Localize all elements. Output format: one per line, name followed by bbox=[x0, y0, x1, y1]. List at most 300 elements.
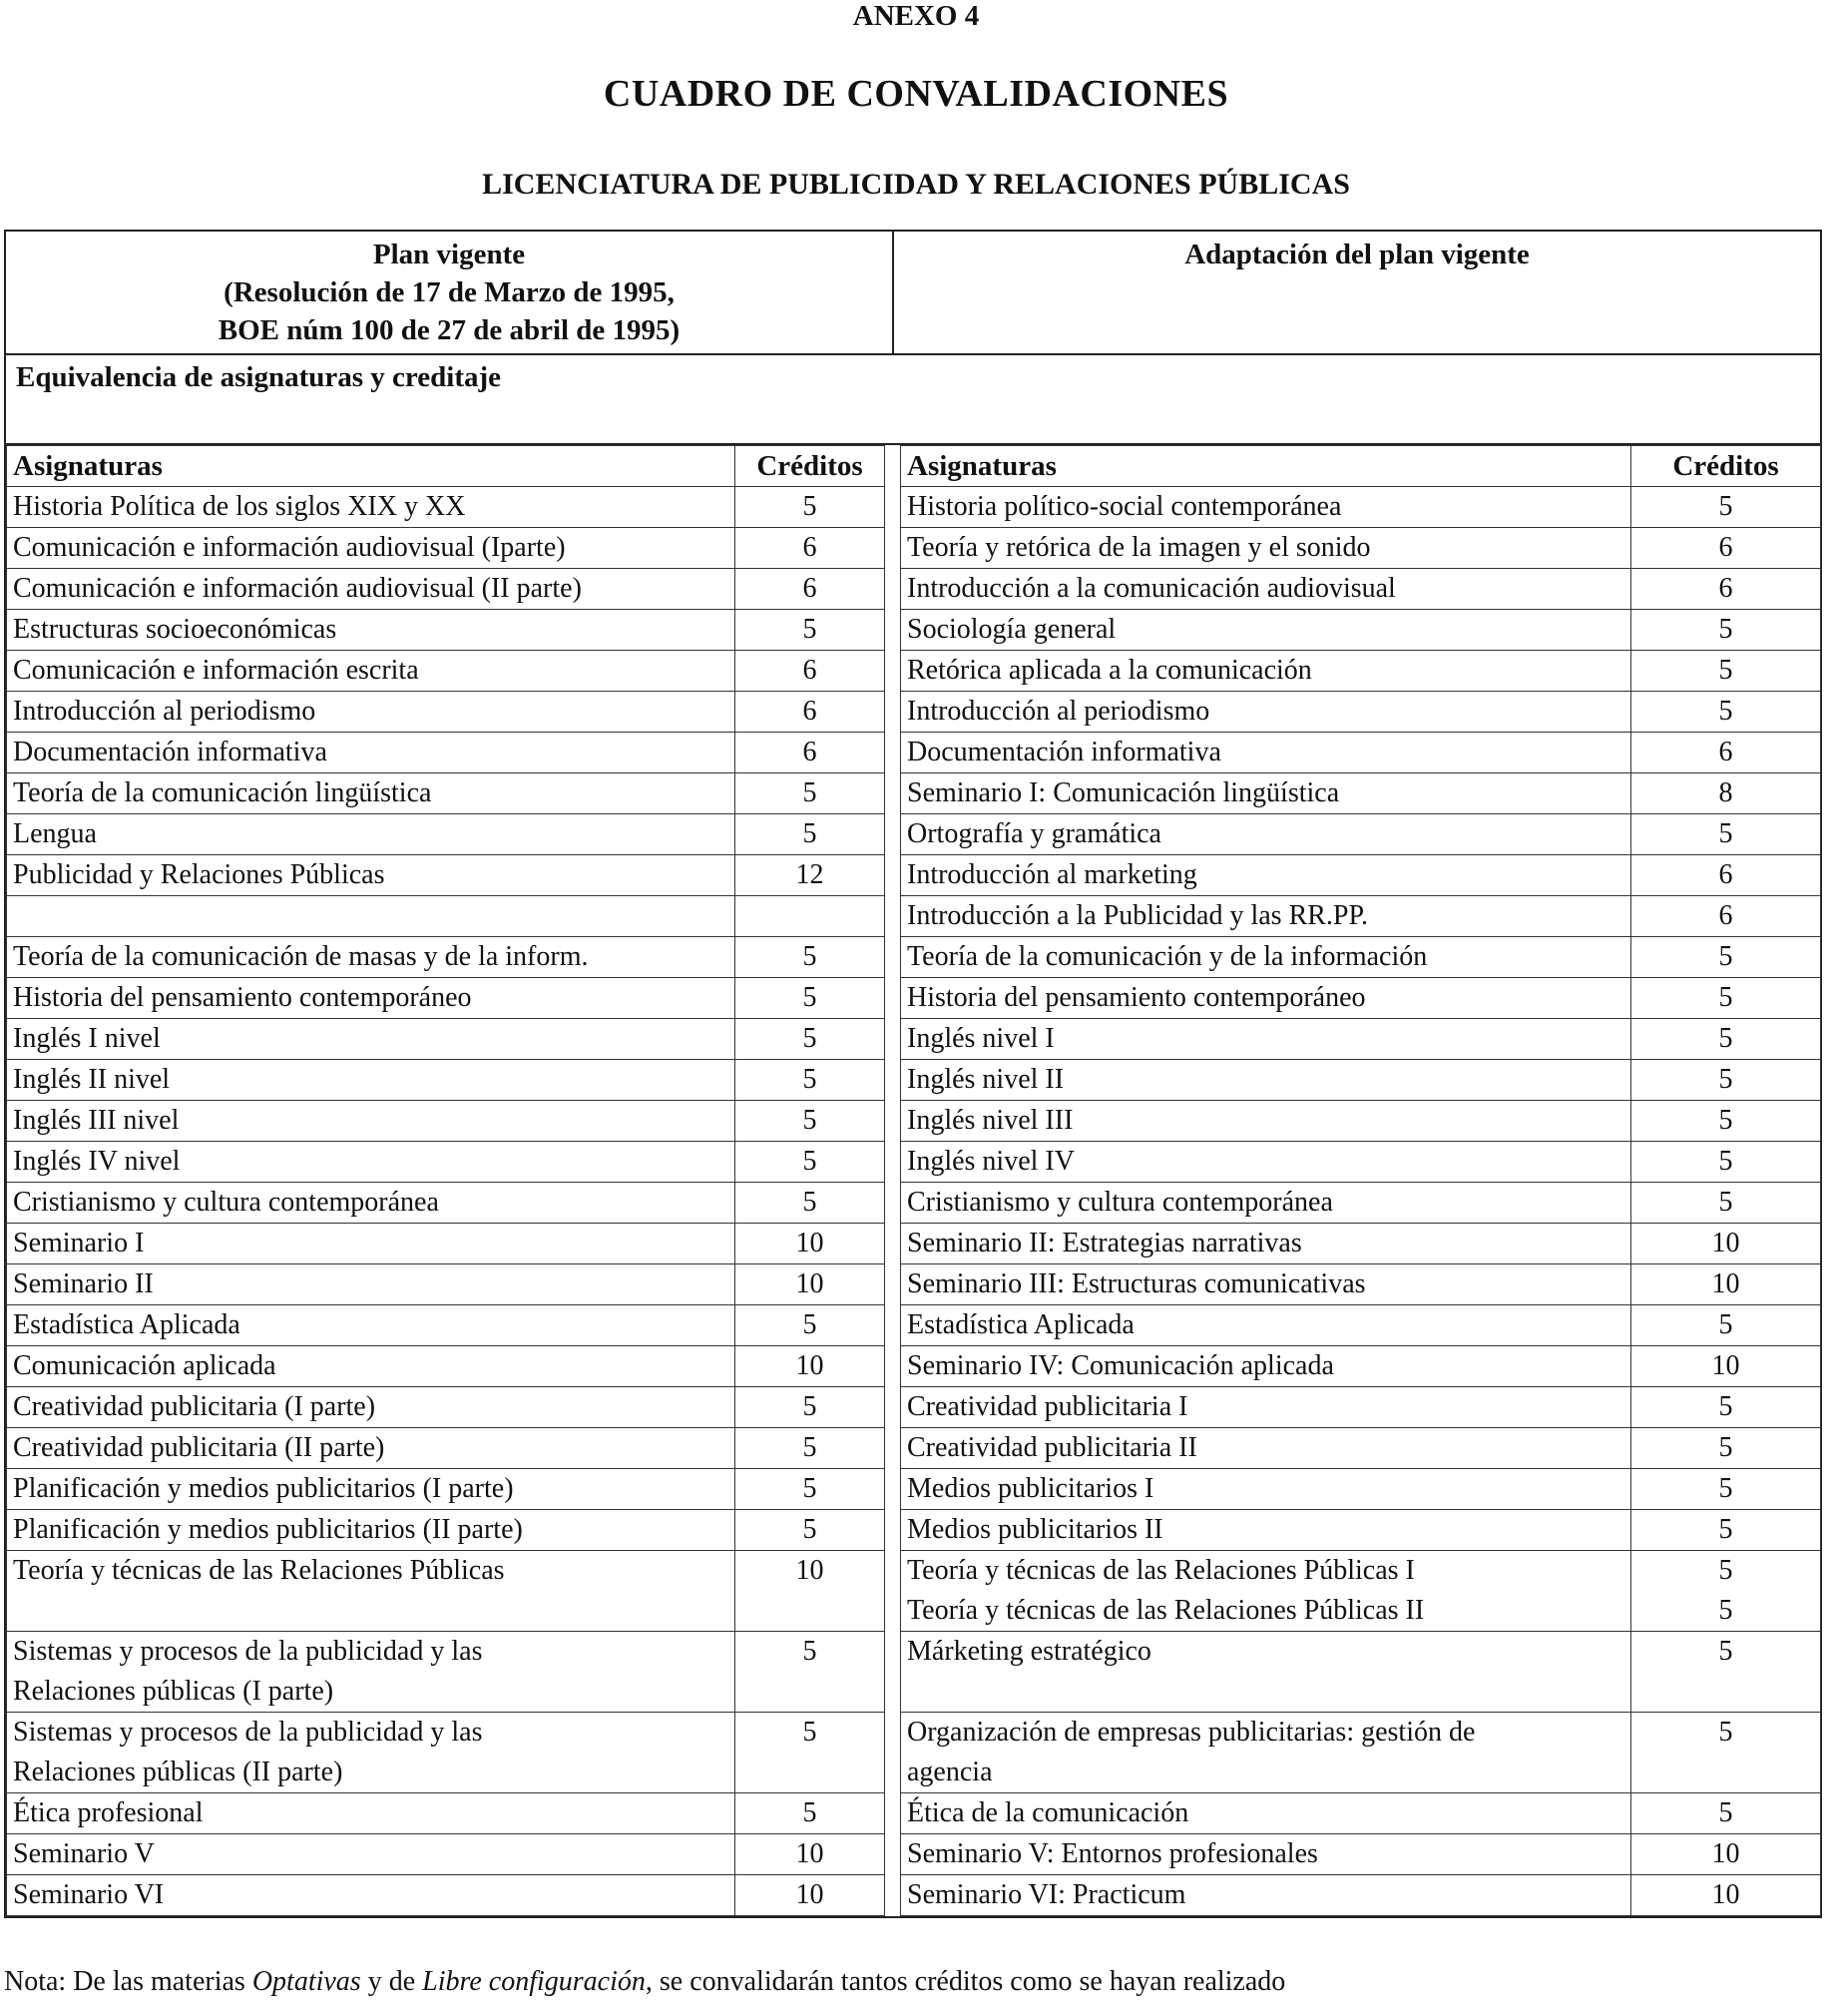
adapted-subject-line: Seminario III: Estructuras comunicativas bbox=[907, 1268, 1366, 1299]
table-row bbox=[7, 1387, 1821, 1428]
adapted-credits bbox=[1631, 1469, 1821, 1510]
current-credits: 5 bbox=[735, 1793, 885, 1834]
adapted-subject bbox=[901, 692, 1631, 733]
current-subject bbox=[7, 773, 735, 814]
current-subject-line: Creatividad publicitaria (II parte) bbox=[13, 1432, 385, 1463]
current-credits: 10 bbox=[735, 1834, 885, 1875]
adapted-credits bbox=[1631, 1183, 1821, 1224]
adapted-subject bbox=[901, 1875, 1631, 1916]
adapted-credits-line: 8 bbox=[1718, 777, 1733, 808]
current-subject-line: Historia Política de los siglos XIX y XX bbox=[13, 491, 466, 522]
adapted-credits-line: 5 bbox=[1718, 982, 1733, 1013]
column-gap bbox=[885, 1551, 901, 1632]
column-gap bbox=[885, 651, 901, 692]
footnote-middle: y de bbox=[360, 1966, 423, 1997]
table-row bbox=[7, 1793, 1821, 1834]
adapted-credits-line: 5 bbox=[1718, 655, 1733, 686]
adapted-credits-line: 10 bbox=[1711, 1350, 1740, 1381]
current-subject bbox=[7, 528, 735, 569]
table-row bbox=[7, 937, 1821, 978]
table-row bbox=[7, 1632, 1821, 1713]
adapted-credits bbox=[1631, 1875, 1821, 1916]
table-row bbox=[7, 610, 1821, 651]
column-header-row bbox=[7, 446, 1821, 487]
adapted-subject-line: Creatividad publicitaria II bbox=[907, 1432, 1197, 1463]
current-subject bbox=[7, 692, 735, 733]
current-subject-line: Comunicación e información escrita bbox=[13, 655, 419, 686]
footnote-optativas: Optativas bbox=[251, 1966, 361, 1997]
column-gap bbox=[885, 1346, 901, 1387]
table-row bbox=[7, 1142, 1821, 1183]
adapted-credits bbox=[1631, 569, 1821, 610]
adapted-subject bbox=[901, 1387, 1631, 1428]
column-gap bbox=[885, 446, 901, 487]
adapted-credits bbox=[1631, 1101, 1821, 1142]
adapted-credits-line: 10 bbox=[1711, 1268, 1740, 1299]
current-subject bbox=[7, 1346, 735, 1387]
adapted-credits bbox=[1631, 733, 1821, 773]
column-gap bbox=[885, 1060, 901, 1101]
table-header bbox=[6, 232, 1820, 355]
current-subject-line: Comunicación aplicada bbox=[13, 1350, 276, 1381]
adapted-subject bbox=[901, 1510, 1631, 1551]
adapted-subject bbox=[901, 528, 1631, 569]
adapted-credits-line: 5 bbox=[1718, 491, 1733, 522]
column-gap bbox=[885, 569, 901, 610]
adapted-credits-line: 5 bbox=[1718, 1105, 1733, 1136]
table-row bbox=[7, 1875, 1821, 1916]
adapted-credits bbox=[1631, 1428, 1821, 1469]
document-subtitle: LICENCIATURA DE PUBLICIDAD Y RELACIONES PÚBLICAS bbox=[482, 168, 1350, 201]
current-subject-line: Introducción al periodismo bbox=[13, 696, 316, 727]
right-subject-column-header: Asignaturas bbox=[901, 446, 1631, 487]
adapted-credits bbox=[1631, 1793, 1821, 1834]
column-gap bbox=[885, 1019, 901, 1060]
adapted-credits bbox=[1631, 692, 1821, 733]
current-credits: 5 bbox=[735, 1632, 885, 1713]
adapted-credits-line: 6 bbox=[1718, 532, 1733, 563]
current-subject bbox=[7, 1428, 735, 1469]
current-subject-line: Ética profesional bbox=[13, 1797, 204, 1828]
adapted-credits bbox=[1631, 1305, 1821, 1346]
current-credits: 5 bbox=[735, 937, 885, 978]
current-subject-line: Inglés II nivel bbox=[13, 1064, 171, 1095]
adapted-subject-line: Teoría de la comunicación y de la información bbox=[907, 941, 1428, 972]
left-subject-column-header: Asignaturas bbox=[7, 446, 735, 487]
current-credits: 5 bbox=[735, 1101, 885, 1142]
column-gap bbox=[885, 1713, 901, 1793]
table-row bbox=[7, 1551, 1821, 1632]
adapted-credits-line: 5 bbox=[1718, 1636, 1733, 1667]
current-credits: 5 bbox=[735, 1183, 885, 1224]
current-plan-line: (Resolución de 17 de Marzo de 1995, bbox=[224, 276, 675, 308]
adapted-credits bbox=[1631, 1713, 1821, 1793]
table-row bbox=[7, 733, 1821, 773]
column-gap bbox=[885, 487, 901, 528]
adapted-credits bbox=[1631, 1060, 1821, 1101]
adapted-subject-line: Márketing estratégico bbox=[907, 1636, 1151, 1667]
current-subject bbox=[7, 1305, 735, 1346]
table-row bbox=[7, 569, 1821, 610]
table-row bbox=[7, 1305, 1821, 1346]
table-row bbox=[7, 1713, 1821, 1793]
adapted-subject bbox=[901, 937, 1631, 978]
adapted-credits bbox=[1631, 1224, 1821, 1264]
table-row bbox=[7, 1428, 1821, 1469]
current-credits: 10 bbox=[735, 1224, 885, 1264]
adapted-credits bbox=[1631, 487, 1821, 528]
adapted-credits bbox=[1631, 896, 1821, 937]
adapted-credits bbox=[1631, 1632, 1821, 1713]
adapted-subject bbox=[901, 487, 1631, 528]
table-row bbox=[7, 651, 1821, 692]
current-credits: 6 bbox=[735, 651, 885, 692]
current-credits: 5 bbox=[735, 610, 885, 651]
adapted-subject bbox=[901, 855, 1631, 896]
current-subject bbox=[7, 1387, 735, 1428]
current-credits: 5 bbox=[735, 978, 885, 1019]
current-plan-line: BOE núm 100 de 27 de abril de 1995) bbox=[218, 314, 681, 346]
adapted-credits-line: 5 bbox=[1718, 1187, 1733, 1218]
adapted-credits-line: 6 bbox=[1718, 900, 1733, 931]
table-row bbox=[7, 1834, 1821, 1875]
current-subject-line: Seminario V bbox=[13, 1838, 155, 1869]
adapted-credits-line: 5 bbox=[1718, 614, 1733, 645]
current-plan-header bbox=[6, 232, 894, 353]
right-credits-column-header: Créditos bbox=[1631, 446, 1821, 487]
adapted-credits-line: 5 bbox=[1718, 696, 1733, 727]
current-subject-line: Comunicación e información audiovisual (Iparte) bbox=[13, 532, 566, 563]
current-subject bbox=[7, 1224, 735, 1264]
adapted-subject-line: Estadística Aplicada bbox=[907, 1309, 1135, 1340]
adapted-subject bbox=[901, 1469, 1631, 1510]
current-subject-line: Estadística Aplicada bbox=[13, 1309, 240, 1340]
adapted-credits bbox=[1631, 1264, 1821, 1305]
column-gap bbox=[885, 1224, 901, 1264]
adapted-subject bbox=[901, 1183, 1631, 1224]
current-plan-line: Plan vigente bbox=[372, 239, 526, 270]
adapted-credits bbox=[1631, 610, 1821, 651]
document-title: CUADRO DE CONVALIDACIONES bbox=[603, 73, 1229, 115]
current-credits: 10 bbox=[735, 1875, 885, 1916]
adapted-subject bbox=[901, 1264, 1631, 1305]
column-gap bbox=[885, 937, 901, 978]
adapted-subject-line: Inglés nivel II bbox=[907, 1064, 1065, 1095]
adapted-credits-line: 5 bbox=[1718, 1023, 1733, 1054]
adapted-credits-line: 5 bbox=[1718, 1064, 1733, 1095]
adapted-subject bbox=[901, 1060, 1631, 1101]
column-gap bbox=[885, 733, 901, 773]
adapted-subject-line: Cristianismo y cultura contemporánea bbox=[907, 1187, 1333, 1218]
column-gap bbox=[885, 1469, 901, 1510]
adapted-credits-line: 5 bbox=[1718, 1595, 1733, 1626]
current-subject-line: Teoría y técnicas de las Relaciones Públicas bbox=[13, 1555, 505, 1586]
table-row bbox=[7, 773, 1821, 814]
adapted-subject-line: Seminario V: Entornos profesionales bbox=[907, 1838, 1318, 1869]
table-row bbox=[7, 978, 1821, 1019]
current-credits: 5 bbox=[735, 1387, 885, 1428]
current-credits: 5 bbox=[735, 1428, 885, 1469]
adapted-subject bbox=[901, 1713, 1631, 1793]
adapted-subject-line: Ética de la comunicación bbox=[907, 1797, 1189, 1828]
footnote-prefix: Nota: De las materias bbox=[4, 1966, 252, 1997]
adapted-subject bbox=[901, 1428, 1631, 1469]
annex-label: ANEXO 4 bbox=[852, 0, 980, 32]
adapted-subject bbox=[901, 610, 1631, 651]
adapted-subject bbox=[901, 1019, 1631, 1060]
adapted-credits bbox=[1631, 855, 1821, 896]
column-gap bbox=[885, 692, 901, 733]
table-row bbox=[7, 487, 1821, 528]
current-subject bbox=[7, 1019, 735, 1060]
subjects-table bbox=[6, 445, 1821, 1916]
current-credits: 5 bbox=[735, 1019, 885, 1060]
adapted-subject-line: Creatividad publicitaria I bbox=[907, 1391, 1188, 1422]
current-subject-line: Seminario I bbox=[13, 1228, 145, 1259]
adapted-credits bbox=[1631, 1142, 1821, 1183]
current-subject-line: Inglés IV nivel bbox=[13, 1146, 181, 1177]
column-gap bbox=[885, 1101, 901, 1142]
current-credits: 10 bbox=[735, 1264, 885, 1305]
adapted-subject-line: Seminario VI: Practicum bbox=[907, 1879, 1186, 1910]
current-subject bbox=[7, 1060, 735, 1101]
adapted-subject bbox=[901, 1346, 1631, 1387]
column-gap bbox=[885, 773, 901, 814]
adapted-subject bbox=[901, 896, 1631, 937]
current-subject bbox=[7, 1101, 735, 1142]
adapted-subject-line: Medios publicitarios I bbox=[907, 1473, 1154, 1504]
table-row bbox=[7, 1469, 1821, 1510]
current-subject bbox=[7, 1632, 735, 1713]
adapted-subject-line: Introducción al marketing bbox=[907, 859, 1197, 890]
current-subject bbox=[7, 814, 735, 855]
current-subject bbox=[7, 1142, 735, 1183]
column-gap bbox=[885, 1510, 901, 1551]
current-credits: 6 bbox=[735, 528, 885, 569]
table-row bbox=[7, 1224, 1821, 1264]
current-subject-line: Relaciones públicas (II parte) bbox=[13, 1757, 343, 1787]
current-subject bbox=[7, 978, 735, 1019]
adapted-credits-line: 10 bbox=[1711, 1879, 1740, 1910]
current-subject-line: Inglés I nivel bbox=[13, 1023, 161, 1054]
table-row bbox=[7, 692, 1821, 733]
adapted-credits bbox=[1631, 1510, 1821, 1551]
adapted-credits bbox=[1631, 1019, 1821, 1060]
current-credits: 5 bbox=[735, 773, 885, 814]
current-credits: 5 bbox=[735, 1142, 885, 1183]
table-row bbox=[7, 1346, 1821, 1387]
table-row bbox=[7, 855, 1821, 896]
current-subject bbox=[7, 1875, 735, 1916]
adapted-subject-line: Historia del pensamiento contemporáneo bbox=[907, 982, 1366, 1013]
adapted-credits bbox=[1631, 814, 1821, 855]
table-row bbox=[7, 528, 1821, 569]
convalidation-table bbox=[4, 230, 1822, 1918]
column-gap bbox=[885, 528, 901, 569]
adapted-credits-line: 5 bbox=[1718, 1473, 1733, 1504]
adapted-subject-line: Inglés nivel IV bbox=[907, 1146, 1075, 1177]
footnote bbox=[4, 1966, 1285, 1998]
adapted-credits-line: 6 bbox=[1718, 737, 1733, 767]
adapted-subject-line: Introducción a la comunicación audiovisual bbox=[907, 573, 1396, 604]
adapted-credits-line: 5 bbox=[1718, 1432, 1733, 1463]
column-gap bbox=[885, 978, 901, 1019]
current-subject bbox=[7, 1834, 735, 1875]
adapted-subject-line: Inglés nivel III bbox=[907, 1105, 1074, 1136]
left-credits-column-header: Créditos bbox=[735, 446, 885, 487]
adapted-subject bbox=[901, 1793, 1631, 1834]
current-subject bbox=[7, 896, 735, 937]
adapted-credits-line: 6 bbox=[1718, 859, 1733, 890]
adapted-credits bbox=[1631, 1346, 1821, 1387]
adapted-subject bbox=[901, 1834, 1631, 1875]
adapted-credits-line: 10 bbox=[1711, 1838, 1740, 1869]
current-subject bbox=[7, 651, 735, 692]
adapted-subject bbox=[901, 733, 1631, 773]
adapted-subject bbox=[901, 1632, 1631, 1713]
current-subject bbox=[7, 1264, 735, 1305]
column-gap bbox=[885, 1428, 901, 1469]
adapted-subject bbox=[901, 651, 1631, 692]
adapted-plan-header: Adaptación del plan vigente bbox=[1184, 239, 1530, 270]
current-subject-line: Planificación y medios publicitarios (II parte) bbox=[13, 1514, 523, 1545]
current-credits: 5 bbox=[735, 814, 885, 855]
adapted-credits-line: 5 bbox=[1718, 1797, 1733, 1828]
column-gap bbox=[885, 814, 901, 855]
adapted-credits bbox=[1631, 773, 1821, 814]
current-subject-line: Teoría de la comunicación de masas y de la inform. bbox=[13, 941, 589, 972]
column-gap bbox=[885, 1142, 901, 1183]
current-subject-line: Planificación y medios publicitarios (I parte) bbox=[13, 1473, 514, 1504]
table-row bbox=[7, 896, 1821, 937]
current-credits: 5 bbox=[735, 1305, 885, 1346]
current-subject bbox=[7, 1510, 735, 1551]
current-subject-line: Creatividad publicitaria (I parte) bbox=[13, 1391, 376, 1422]
adapted-credits-line: 5 bbox=[1718, 1514, 1733, 1545]
column-gap bbox=[885, 1875, 901, 1916]
adapted-credits bbox=[1631, 1551, 1821, 1632]
adapted-subject bbox=[901, 1305, 1631, 1346]
adapted-subject bbox=[901, 1101, 1631, 1142]
adapted-subject bbox=[901, 569, 1631, 610]
adapted-subject-line: Medios publicitarios II bbox=[907, 1514, 1163, 1545]
current-subject-line: Publicidad y Relaciones Públicas bbox=[13, 859, 385, 890]
current-subject-line: Teoría de la comunicación lingüística bbox=[13, 777, 432, 808]
table-row bbox=[7, 1101, 1821, 1142]
current-credits: 12 bbox=[735, 855, 885, 896]
current-credits: 10 bbox=[735, 1346, 885, 1387]
adapted-subject-line: Introducción al periodismo bbox=[907, 696, 1210, 727]
adapted-subject-line: Seminario II: Estrategias narrativas bbox=[907, 1228, 1302, 1259]
adapted-credits bbox=[1631, 1834, 1821, 1875]
adapted-subject-line: Teoría y técnicas de las Relaciones Públicas I bbox=[907, 1555, 1415, 1586]
adapted-credits-line: 5 bbox=[1718, 818, 1733, 849]
adapted-subject-line: Teoría y retórica de la imagen y el sonido bbox=[907, 532, 1371, 563]
adapted-subject-line: Sociología general bbox=[907, 614, 1117, 645]
table-row bbox=[7, 1183, 1821, 1224]
adapted-subject-line: Inglés nivel I bbox=[907, 1023, 1055, 1054]
current-subject bbox=[7, 569, 735, 610]
adapted-subject-line: Seminario IV: Comunicación aplicada bbox=[907, 1350, 1334, 1381]
current-subject bbox=[7, 610, 735, 651]
current-credits: 6 bbox=[735, 692, 885, 733]
current-credits: 5 bbox=[735, 1510, 885, 1551]
current-subject-line: Historia del pensamiento contemporáneo bbox=[13, 982, 472, 1013]
current-subject-line: Estructuras socioeconómicas bbox=[13, 614, 337, 645]
column-gap bbox=[885, 896, 901, 937]
adapted-credits-line: 5 bbox=[1718, 941, 1733, 972]
current-subject bbox=[7, 1713, 735, 1793]
table-row bbox=[7, 1019, 1821, 1060]
adapted-subject bbox=[901, 978, 1631, 1019]
current-credits: 6 bbox=[735, 733, 885, 773]
current-subject bbox=[7, 733, 735, 773]
current-credits: 5 bbox=[735, 487, 885, 528]
current-subject-line: Cristianismo y cultura contemporánea bbox=[13, 1187, 439, 1218]
adapted-subject-line: Historia político-social contemporánea bbox=[907, 491, 1342, 522]
current-subject-line: Documentación informativa bbox=[13, 737, 327, 767]
current-subject-line: Relaciones públicas (I parte) bbox=[13, 1676, 334, 1707]
current-subject bbox=[7, 1469, 735, 1510]
current-credits: 5 bbox=[735, 1713, 885, 1793]
current-subject-line: Sistemas y procesos de la publicidad y las bbox=[13, 1717, 483, 1748]
current-subject-line: Seminario VI bbox=[13, 1879, 165, 1910]
adapted-subject-line: Organización de empresas publicitarias: gestión de bbox=[907, 1717, 1476, 1748]
column-gap bbox=[885, 610, 901, 651]
column-gap bbox=[885, 1305, 901, 1346]
current-subject-line: Comunicación e información audiovisual (II parte) bbox=[13, 573, 582, 604]
adapted-credits bbox=[1631, 528, 1821, 569]
adapted-subject-line: Introducción a la Publicidad y las RR.PP. bbox=[907, 900, 1368, 931]
column-gap bbox=[885, 855, 901, 896]
adapted-credits-line: 10 bbox=[1711, 1228, 1740, 1259]
adapted-credits bbox=[1631, 651, 1821, 692]
current-credits: 5 bbox=[735, 1469, 885, 1510]
current-subject bbox=[7, 487, 735, 528]
column-gap bbox=[885, 1793, 901, 1834]
current-subject bbox=[7, 1183, 735, 1224]
footnote-suffix: , se convalidarán tantos créditos como se hayan realizado bbox=[645, 1966, 1286, 1997]
adapted-subject-line: Seminario I: Comunicación lingüística bbox=[907, 777, 1340, 808]
adapted-credits bbox=[1631, 1387, 1821, 1428]
current-subject-line: Seminario II bbox=[13, 1268, 154, 1299]
current-subject bbox=[7, 855, 735, 896]
adapted-subject-line: Retórica aplicada a la comunicación bbox=[907, 655, 1312, 686]
current-credits: 5 bbox=[735, 1060, 885, 1101]
current-credits bbox=[735, 896, 885, 937]
adapted-subject bbox=[901, 1224, 1631, 1264]
current-credits: 10 bbox=[735, 1551, 885, 1632]
table-row bbox=[7, 1510, 1821, 1551]
current-subject-line: Inglés III nivel bbox=[13, 1105, 180, 1136]
adapted-credits bbox=[1631, 937, 1821, 978]
adapted-subject-line: Teoría y técnicas de las Relaciones Públicas II bbox=[907, 1595, 1425, 1626]
adapted-subject-line: agencia bbox=[907, 1757, 993, 1787]
adapted-subject bbox=[901, 773, 1631, 814]
current-subject bbox=[7, 1793, 735, 1834]
footnote-libre: Libre configuración bbox=[422, 1966, 646, 1997]
adapted-credits-line: 5 bbox=[1718, 1717, 1733, 1748]
adapted-credits bbox=[1631, 978, 1821, 1019]
table-row bbox=[7, 1264, 1821, 1305]
current-subject bbox=[7, 1551, 735, 1632]
table-row bbox=[7, 814, 1821, 855]
adapted-credits-line: 5 bbox=[1718, 1146, 1733, 1177]
adapted-credits-line: 5 bbox=[1718, 1555, 1733, 1586]
column-gap bbox=[885, 1632, 901, 1713]
table-row bbox=[7, 1060, 1821, 1101]
current-subject-line: Lengua bbox=[13, 818, 97, 849]
